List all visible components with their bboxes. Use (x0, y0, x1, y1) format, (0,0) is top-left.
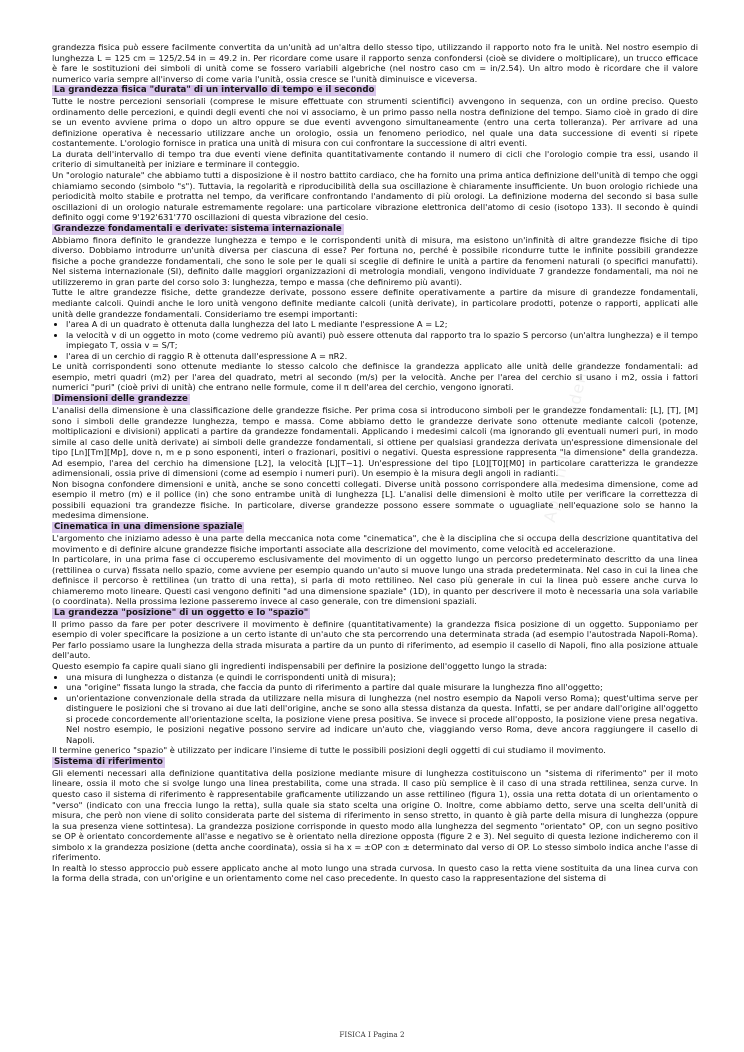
page-footer: FISICA I Pagina 2 (339, 1030, 405, 1039)
paragraph-position-definition: Il primo passo da fare per poter descrivere il movimento è definire (quantitativamente) la grandezza fisica posizione di un oggetto. Supponiamo per esempio di voler specificare la posizione a un certo istante di un'auto che sta percorrendo una determinata strada (ad esempio l'autostrada Napoli-Roma). Per farlo possiamo usare la lunghezza della strada misurata a partire da un punto di riferimento, ad esempio il casello di Napoli, fino alla posizione attuale dell'auto. (52, 618, 698, 661)
list-item: • una "origine" fissata lungo la strada, che faccia da punto di riferimento a partire dal quale misurare la lunghezza fino all'oggetto; (66, 682, 698, 693)
paragraph-units-conversion: grandezza fisica può essere facilmente convertita da un'unità ad un'altra dello stesso tipo, utilizzando il rapporto noto fra le unità. Nel nostro esempio di lunghezza L = 125 cm = 125/2.54 in = 49.2 in. Per ricordare come usare il rapporto senza confondersi (cioè se dividere o moltiplicare), un trucco efficace è fare le sostituzioni dei simboli di unità come se fossero variabili algebriche (nel nostro caso cm = in/2.54). Un altro modo è ricordare che il valore numerico varia sempre all'inverso di come varia l'unità, ossia cresce se l'unità diminuisce e viceversa. (52, 42, 698, 84)
document-page (52, 42, 698, 884)
paragraph-kinematics-intro: L'argomento che iniziamo adesso è una parte della meccanica nota come "cinematica", che è la disciplina che si occupa della descrizione quantitativa del movimento e di definire alcune grandezze fisiche importanti associate alla descrizione del movimento, come velocità ed accelerazione. (52, 532, 698, 554)
list-item: • un'orientazione convenzionale della strada da utilizzare nella misura di lunghezza (nel nostro esempio da Napoli verso Roma); quest'ultima serve per distinguere le posizioni che si trovano ai due lati dell'origine, anche se sono alla stessa distanza da questa. Infatti, se per andare dall'origine all'oggetto si procede concordemente all'orientazione scelta, la posizione viene presa positiva. Se invece si procede all'opposto, la posizione viene presa negativa. Nel nostro esempio, le posizioni negative possono servire ad indicare un'auto che, viaggiando verso Roma, deve ancora raggiungere il casello di Napoli. (66, 693, 698, 746)
paragraph-linear-motion: In particolare, in una prima fase ci occuperemo esclusivamente del movimento di un oggetto lungo un percorso predeterminato descritto da una linea (rettilinea o curva) fissata nello spazio, come avviene per esempio quando un'auto si muove lungo una strada predeterminata. Nel caso in cui la linea che definisce il percorso è rettilinea (un tratto di una retta), si parla di moto rettilineo. Nel caso più generale in cui la linea può essere anche curva lo chiameremo moto lineare. Questi casi vengono definiti "ad una dimensione spaziale" (1D), in quanto per descrivere il moto è necessaria una sola variabile (o coordinata). Nella prossima lezione passeremo invece al caso generale, con tre dimensioni spaziali. (52, 554, 698, 607)
paragraph-dimension-analysis: L'analisi della dimensione è una classificazione delle grandezze fisiche. Per prima cosa si introducono simboli per le grandezze fondamentali: [L], [T], [M] sono i simboli delle grandezze lunghezza, tempo e massa. Come abbiamo detto le grandezze derivate sono ottenute mediante calcoli (potenze, moltiplicazioni e divisioni) applicati a partire da grandezze fondamentali. Applicando i medesimi calcoli (ma ignorando gli eventuali numeri puri, in modo simile al caso delle unità derivate) ai simboli delle grandezze fondamentali, si ottiene per qualsiasi grandezza derivata un'espressione dimensionale del tipo [Ln][Tm][Mp], dove n, m e p sono esponenti, interi o frazionari, positivi o negativi. Questa espressione rappresenta "la dimensione" della grandezza. Ad esempio, l'area del cerchio ha dimensione [L2], la velocità [L][T−1]. Un'espressione del tipo [L0][T0][M0] in particolare caratterizza le grandezze adimensionali, ossia prive di dimensioni (come ad esempio i numeri puri). Un esempio è la misura degli angoli in radianti. (52, 404, 698, 479)
paragraph-reference-system: Gli elementi necessari alla definizione quantitativa della posizione mediante misure di lunghezza costituiscono un "sistema di riferimento" per il moto lineare, ossia il moto che si svolge lungo una linea prestabilita, come una strada. Il caso più semplice è il caso di una strada rettilinea, senza curve. In questo caso il sistema di riferimento è rappresentabile graficamente utilizzando un asse rettilineo (figura 1), ossia una retta dotata di un orientamento o "verso" (indicato con una freccia lungo la retta), sulla quale sia stato scelta una origine O. Inoltre, come abbiamo detto, serve una scelta dell'unità di misura, che però non viene di solito considerata parte del sistema di riferimento in senso stretto, in quanto è già parte della misura di lunghezza (oppure la sua presenza viene sottintesa). La grandezza posizione corrisponde in questo modo alla lunghezza del segmento "orientato" OP, con un segno positivo se OP è orientato concordemente all'asse e negativo se è orientato nella direzione opposta (figure 2 e 3). Nel seguito di questa lezione indicheremo con il simbolo x la grandezza posizione (detta anche coordinata), ossia si ha x = ±OP con ± determinato dal verso di OP. Lo stesso simbolo indica anche l'asse di riferimento. (52, 767, 698, 863)
heading-kinematics-1d: Cinematica in una dimensione spaziale (54, 521, 243, 532)
paragraph-position-ingredients: Questo esempio fa capire quali siano gli ingredienti indispensabili per definire la posizione dell'oggetto lungo la strada: (52, 660, 548, 671)
heading-reference-system: Sistema di riferimento (54, 756, 163, 767)
list-item: • una misura di lunghezza o distanza (e quindi le corrispondenti unità di misura); (66, 672, 698, 683)
list-derived-examples (52, 319, 698, 361)
list-item: • la velocità v di un oggetto in moto (come vedremo più avanti) può essere ottenuta dal rapporto tra lo spazio S percorso (un'altra lunghezza) e il tempo impiegato T, ossia v = S/T; (66, 330, 698, 351)
list-position-ingredients (52, 672, 698, 746)
paragraph-si-system: Abbiamo finora definito le grandezze lunghezza e tempo e le corrispondenti unità di misura, ma esistono un'infinità di altre grandezze fisiche di tipo diverso. Dobbiamo introdurre un'unità diversa per ciascuna di esse? Per fortuna no, perché è possibile ricondurre tutte le infinite possibili grandezze fisiche a poche grandezze fondamentali, che sono le sole per le quali si sceglie di definire le unità a partire da fenomeni naturali (o specifici manufatti). Nel sistema internazionale (SI), definito dalle maggiori organizzazioni di metrologia mondiali, vengono individuate 7 grandezze fondamentali, ma noi ne utilizzeremo in gran parte del corso solo 3: lunghezza, tempo e massa (che definiremo più avanti). (52, 234, 698, 287)
paragraph-space-term: Il termine generico "spazio" è utilizzato per indicare l'insieme di tutte le possibili posizioni degli oggetti di cui studiamo il movimento. (52, 745, 606, 756)
paragraph-curved-road: In realtà lo stesso approccio può essere applicato anche al moto lungo una strada curvosa. In questo caso la retta viene sostituita da una linea curva con la forma della strada, con un'origine e un orientamento come nel caso precedente. In questo caso la rappresentazione del sistema di (52, 862, 698, 884)
paragraph-duration-definition: La durata dell'intervallo di tempo tra due eventi viene definita quantitativamente contando il numero di cicli che l'orologio compie tra essi, usando il criterio di simultaneità per iniziare e terminare il conteggio. (52, 148, 698, 170)
heading-time-duration: La grandezza fisica "durata" di un intervallo di tempo e il secondo (54, 85, 375, 96)
heading-fundamental-quantities: Grandezze fondamentali e derivate: sistema internazionale (54, 223, 342, 234)
list-item: • l'area di un cerchio di raggio R è ottenuta dall'espressione A = πR2. (66, 351, 698, 362)
heading-position-space: La grandezza "posizione" di un oggetto e lo "spazio" (54, 607, 309, 618)
paragraph-dimensions-vs-units: Non bisogna confondere dimensioni e unità, anche se sono concetti collegati. Diverse unità possono corrispondere alla medesima dimensione, come ad esempio il metro (m) e il pollice (in) che sono entrambe unità di lunghezza [L]. L'analisi delle dimensioni è molto utile per verificare la correttezza di possibili equazioni tra grandezze fisiche. In particolare, diverse grandezze possono essere sommate o uguagliate nell'equazione solo se hanno la medesima dimensione. (52, 478, 698, 521)
heading-dimensions: Dimensioni delle grandezze (54, 393, 188, 404)
paragraph-derived-units: Le unità corrispondenti sono ottenute mediante lo stesso calcolo che definisce la grandezza applicato alle unità delle grandezze fondamentali: ad esempio, metri quadri (m2) per l'area del quadrato, metri al secondo (m/s) per la velocità. Anche per l'area del cerchio si usano i m2, ossia i fattori numerici "puri" (cioè privi di unità) che entrano nelle formule, come il π dell'area del cerchio, vengono ignorati. (52, 361, 698, 393)
paragraph-derived-quantities: Tutte le altre grandezze fisiche, dette grandezze derivate, possono essere definite operativamente a partire da misure di grandezze fondamentali, mediante calcoli. Quindi anche le loro unità vengono definite mediante calcoli (unità derivate), in particolare prodotti, potenze o rapporti, applicati alle unità delle grandezze fondamentali. Consideriamo tre esempi importanti: (52, 287, 698, 319)
paragraph-time-perception: Tutte le nostre percezioni sensoriali (comprese le misure effettuate con strumenti scientifici) avvengono in sequenza, con un ordine preciso. Questo ordinamento delle percezioni, e quindi degli eventi che noi vi associamo, è un primo passo nella nostra definizione del tempo. Siamo cioè in grado di dire se un evento avviene prima o dopo un altro oppure se due eventi avvengono simultaneamente (entro una certa tolleranza). Per arrivare ad una definizione operativa è necessario utilizzare anche un orologio, ossia un fenomeno periodico, nel quale una data successione di eventi si ripete costantemente. L'orologio fornisce in pratica una unità di misura con cui confrontare la successione di altri eventi. (52, 96, 698, 149)
paragraph-natural-clock: Un "orologio naturale" che abbiamo tutti a disposizione è il nostro battito cardiaco, che ha fornito una prima antica definizione dell'unità di tempo che oggi chiamiamo secondo (simbolo "s"). Tuttavia, la regolarità e riproducibilità della sua oscillazione è chiaramente insufficiente. Un buon orologio richiede una periodicità molto stabile e protratta nel tempo, da verificare confrontando l'andamento di più orologi. La definizione moderna del secondo si basa sulle oscillazioni di un orologio naturale estremamente regolare: una particolare vibrazione elettronica dell'atomo di cesio (isotopo 133). Il secondo è quindi definito oggi come 9'192'631'770 oscillazioni di questa vibrazione del cesio. (52, 170, 698, 223)
list-item: • l'area A di un quadrato è ottenuta dalla lunghezza del lato L mediante l'espressione A = L2; (66, 319, 698, 330)
watermark-text: Appunti di Sudenti (540, 357, 594, 524)
